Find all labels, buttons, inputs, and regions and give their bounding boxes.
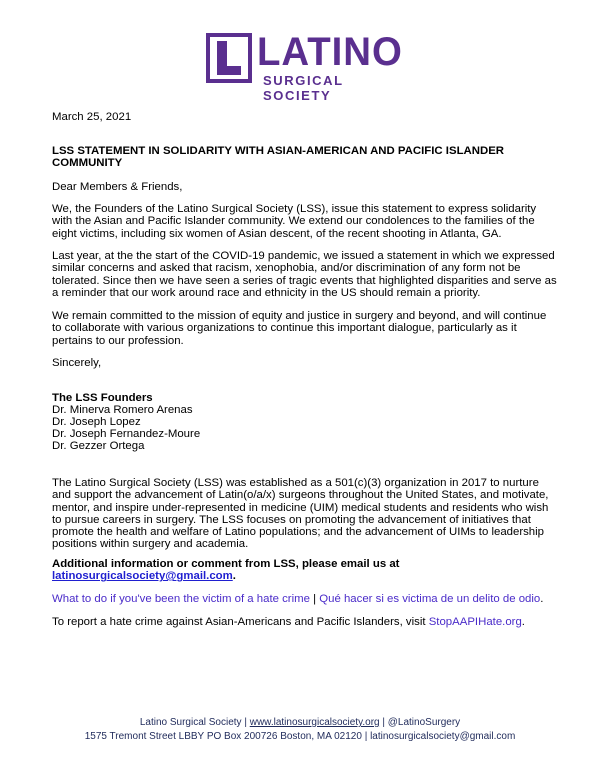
hate-crime-link-es[interactable]: Qué hacer si es victima de un delito de odio [319, 593, 541, 605]
logo-subtitle: SURGICAL SOCIETY [263, 73, 344, 103]
logo-mark-icon [206, 33, 252, 83]
about-paragraph: The Latino Surgical Society (LSS) was established as a 501(c)(3) organization in 2017 to nurture and support the advancement of Latin(o/a/x) surgeons throughout the United States, and motivate, mentor, and inspire under-represented in medicine (UIM) medical students and residents who wish to pursue careers in surgery. The LSS focuses on promoting the advancement of initiatives that promote the health and welfare of Latino populations; and the advancement of UIMs to leadership positions within surgery and academia. [52, 477, 549, 551]
footer-sep: | [361, 731, 371, 742]
footer-org: Latino Surgical Society [139, 717, 242, 728]
link-end: . [540, 593, 544, 605]
paragraph-covid: Last year, at the the start of the COVID-19 pandemic, we issued a statement in which we expressed similar concerns and asked that racism, xenophobia, and/or discrimination of any form not be tolerated. Since then we have seen a series of tragic events that highlighted disparities and serve as a reminder that our work around race and ethnicity in the US should remain a priority. [52, 250, 557, 299]
footer-line-2 [0, 730, 600, 743]
footer-email: latinosurgicalsociety@gmail.com [370, 731, 516, 742]
letter-closing: Sincerely, [52, 357, 102, 369]
hate-crime-links [52, 593, 557, 605]
logo-wordmark: LATINO [257, 30, 403, 74]
footer-handle: @LatinoSurgery [387, 717, 461, 728]
founder-name: Dr. Minerva Romero Arenas [52, 404, 193, 416]
footer-sep: | [379, 717, 388, 728]
founder-name: Dr. Gezzer Ortega [52, 440, 145, 452]
letter-heading: LSS STATEMENT IN SOLIDARITY WITH ASIAN-AMERICAN AND PACIFIC ISLANDER COMMUNITY [52, 145, 505, 170]
footer-address: 1575 Tremont Street LBBY PO Box 200726 Boston, MA 02120 [84, 731, 362, 742]
footer-line-1 [0, 716, 600, 729]
footer-sep: | [241, 717, 250, 728]
contact-text: Additional information or comment from LSS, please email us at [52, 558, 400, 570]
letter-salutation: Dear Members & Friends, [52, 181, 183, 193]
link-separator: | [309, 593, 320, 605]
stopaapihate-link[interactable]: StopAAPIHate.org [428, 616, 522, 628]
report-suffix: . [521, 616, 525, 628]
contact-email-link[interactable]: latinosurgicalsociety@gmail.com [52, 570, 233, 583]
paragraph-commitment: We remain committed to the mission of equity and justice in surgery and beyond, and will continue to collaborate with various organizations to continue this important dialogue, particularly as it pertains to our profession. [52, 310, 547, 347]
paragraph-solidarity: We, the Founders of the Latino Surgical Society (LSS), issue this statement to express solidarity with the Asian and Pacific Islander community. We extend our condolences to the families of the eight victims, including six women of Asian descent, of the recent shooting in Atlanta, GA. [52, 203, 537, 240]
founder-name: Dr. Joseph Fernandez-Moure [52, 428, 201, 440]
signature-title: The LSS Founders [52, 392, 153, 404]
founder-name: Dr. Joseph Lopez [52, 416, 141, 428]
report-line [52, 616, 557, 628]
footer-website-link[interactable]: www.latinosurgicalsociety.org [249, 717, 380, 728]
contact-suffix: . [232, 570, 236, 583]
lss-logo [206, 30, 403, 103]
hate-crime-link-en[interactable]: What to do if you've been the victim of a hate crime [52, 593, 310, 605]
contact-section [52, 558, 557, 583]
report-text: To report a hate crime against Asian-Americans and Pacific Islanders, visit [52, 616, 426, 628]
letter-date: March 25, 2021 [52, 111, 132, 123]
